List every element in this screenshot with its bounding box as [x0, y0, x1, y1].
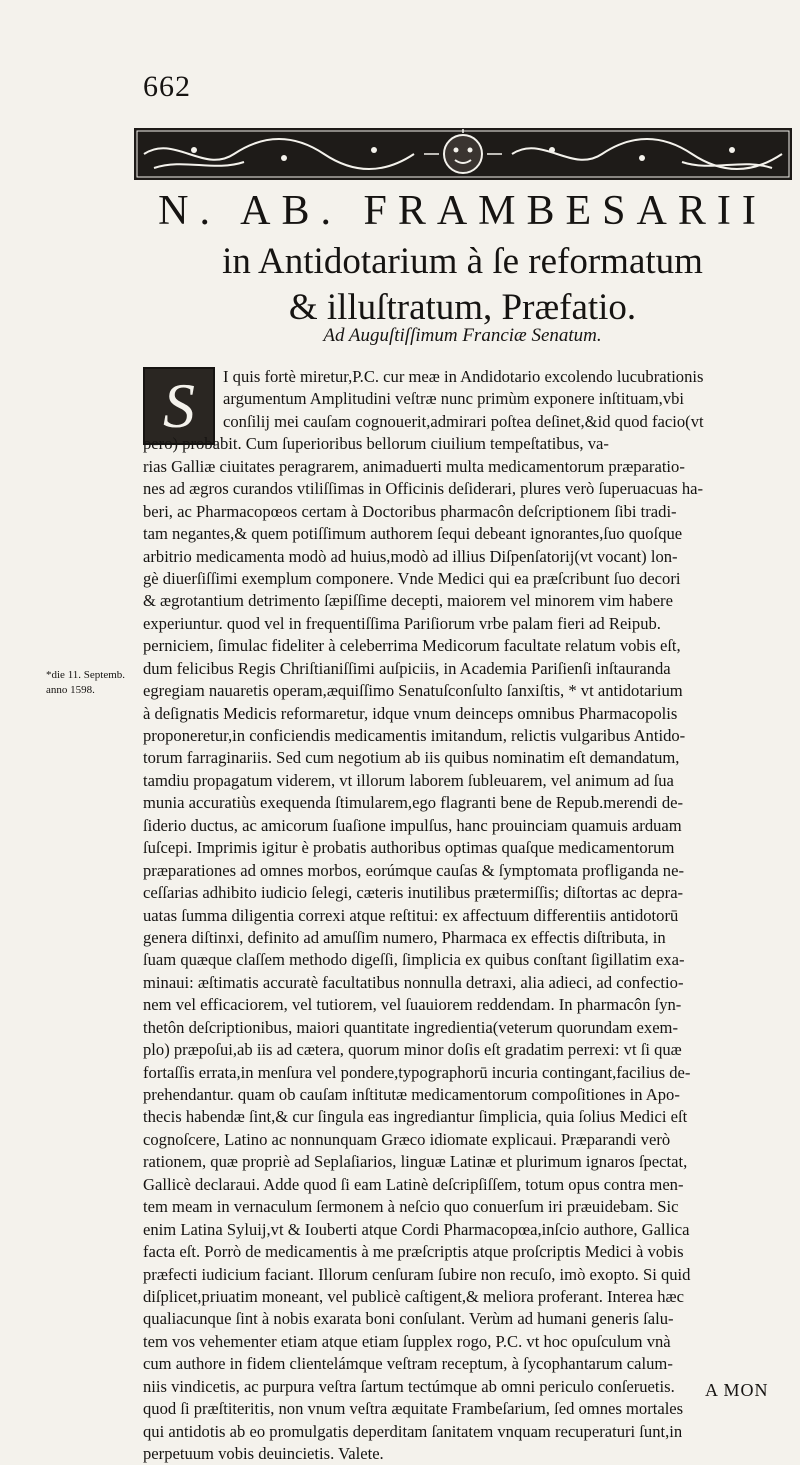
text-line: argumentum Amplitudini veſtræ nunc primùm exponere inſtituam,vbi: [223, 389, 685, 409]
text-line: cum authore in fidem clientelámque veſtram receptum, à ſycophantarum calum-: [143, 1354, 673, 1374]
text-line: tam negantes,& quem potiſſimum authorem ſequi debeant ignorantes,ſuo quoſque: [143, 524, 683, 544]
text-line: thecis habendæ ſint,& cur ſingula eas ingrediantur ſimplicia, quia ſolius Medici eſt: [143, 1107, 688, 1127]
text-line: præfecti iudicium faciant. Illorum cenſuram ſubire non recuſo, imò exopto. Si quid: [143, 1264, 691, 1284]
text-line: rationem, quæ propriè ad Seplaſiarios, linguæ Latinæ et plurimum ignaros ſpectat,: [143, 1152, 688, 1172]
text-line: tem vos vehementer etiam atque etiam ſupplex rogo, P.C. vt hoc opuſculum vnà: [143, 1331, 671, 1351]
text-line: ceſſarias adhibito iudicio ſelegi, cæteris inutilibus prætermiſſis; diſtortas ac depra-: [143, 883, 684, 903]
text-line: proponeretur,in conficiendis medicamentis imitandum, relictis vulgaribus Antido-: [143, 726, 686, 745]
text-line: niis vindicetis, ac purpura veſtra ſartum tectúmque ab omni periculo conſeruetis.: [143, 1376, 675, 1396]
text-line: enim Latina Syluij,vt & Iouberti atque Cordi Pharmacopœa,inſcio authore, Gallica: [143, 1219, 690, 1239]
catchword: A MON: [705, 1380, 769, 1400]
text-line: facta eſt. Porrò de medicamentis à me præſcriptis atque proſcriptis Medici à vobis: [143, 1242, 684, 1262]
text-line: Gallicè declaraui. Adde quod ſi eam Latinè deſcripſiſſem, totum opus contra men-: [143, 1174, 684, 1194]
page-number: 662: [143, 70, 191, 103]
text-line: prehendantur. quam ob cauſam inſtitutæ medicamentorum compoſitiones in Apo-: [143, 1085, 680, 1104]
text-line: rias Galliæ ciuitates peragrarem, animaduerti multa medicamentorum præparatio-: [143, 456, 685, 476]
text-line: fortaſſis errata,in menſura vel pondere,typographorū incuria contingant,facilius de-: [143, 1062, 691, 1082]
text-line: pero) probabit. Cum ſuperioribus bellorum ciuilium tempeſtatibus, va-: [143, 434, 609, 454]
text-line: minaui: æſtimatis accuratè facultatibus nonnulla detraxi, alia adieci, ad confectio-: [143, 972, 684, 992]
text-line: quod ſi præſtiteritis, non vnum veſtra æquitate Frambeſarium, ſed omnes mortales: [143, 1399, 684, 1419]
text-line: I quis fortè miretur,P.C. cur meæ in Andidotario excolendo lucubrationis: [223, 367, 704, 386]
text-line: nes ad ægros curandos vtiliſſimas in Officinis deſiderari, plures verò ſuperuacuas ha-: [143, 479, 704, 499]
text-line: & ægrotantium detrimento ſæpiſſime decepti, maiorem vel minorem vim habere: [143, 591, 673, 611]
text-line: genera diſtinxi, definito ad amuſſim numero, Pharmaca ex effectis diſtributa, in: [143, 927, 666, 947]
text-line: experiuntur. quod vel in frequentiſſima Pariſiorum vrbe palam fieri ad Reipub.: [143, 613, 661, 633]
margin-note-date: *die 11. Septemb.: [46, 669, 126, 681]
text-line: dum felicibus Regis Chriſtianiſſimi auſpiciis, in Academia Pariſienſi inſtauranda: [143, 658, 671, 678]
text-line: munia accuratiùs exequenda ſtimularem,ego flagranti bene de Repub.merendi de-: [143, 793, 684, 813]
text-line: qui antidotis ab eo promulgatis deperditam ſanitatem vnquam recuperaturi ſunt,in: [143, 1421, 683, 1441]
dedication: Ad Auguſtiſſimum Franciæ Senatum.: [323, 325, 602, 346]
text-line: ſuam quæque claſſem methodo digeſſi, ſimplicia ex quibus conſtant ſigillatim exa-: [143, 950, 685, 970]
text-line: perpetuum vobis deuincietis. Valete.: [143, 1444, 384, 1463]
text-line: thetôn deſcriptionibus, maiori quantitate ingredientia(veterum quorundam exem-: [143, 1017, 678, 1037]
text-line: ſuſcepi. Imprimis igitur è probatis authoribus optimas quaſque medicamentorum: [143, 838, 675, 858]
title-author: N. AB. FRAMBESARII: [158, 188, 767, 234]
text-line: conſilij mei cauſam cognouerit,admirari poſtea deſinet,&id quod facio(vt: [223, 411, 704, 431]
text-line: perniciem, ſimulac fideliter à celeberrima Medicorum facultate relatum vobis eſt,: [143, 636, 681, 656]
title-subject: in Antidotarium à ſe reformatum: [222, 241, 703, 282]
text-line: tem meam in vernaculum ſermonem à neſcio quo conuerſum iri præuidebam. Sic: [143, 1197, 679, 1217]
text-line: à deſignatis Medicis reformaretur, idque vnum deinceps omnibus Pharmacopolis: [143, 703, 678, 723]
headpiece-ornament-icon: [134, 128, 792, 180]
text-line: ſiderio ductus, ac amicorum ſuaſione impulſus, hanc prouinciam quamuis arduam: [143, 815, 682, 835]
text-line: arbitrio medicamenta modò ad huius,modò ad illius Diſpenſatorij(vt vocant) lon-: [143, 546, 678, 566]
text-line: uatas ſumma diligentia correxi atque reſtitui: ex affectuum differentiis antidotorū: [143, 905, 679, 925]
text-line: gè diuerſiſſimi exemplum componere. Vnde Medici qui ea præſcribunt ſuo decori: [143, 568, 681, 588]
preface-body: [143, 366, 791, 1465]
text-line: egregiam nauaretis operam,æquiſſimo Senatuſconſulto ſanxiſtis, * vt antidotarium: [143, 681, 683, 701]
text-line: nem vel efficaciorem, vel tutiorem, vel ſuauiorem reddendam. In pharmacôn ſyn-: [143, 995, 682, 1015]
text-line: præparationes ad omnes morbos, eorúmque cauſas & ſymptomata profliganda ne-: [143, 860, 684, 880]
margin-note-year: anno 1598.: [46, 684, 95, 696]
text-line: tamdiu propagatum viderem, vt illorum laborem ſubleuarem, vel animum ad ſua: [143, 770, 674, 790]
title-block: [130, 185, 795, 331]
text-line: plo) præpoſui,ab iis ad cætera, quorum minor doſis eſt gradatim perrexi: vt ſi quæ: [143, 1040, 682, 1060]
title-preface: & illuſtratum, Præfatio.: [288, 287, 637, 328]
text-line: beri, ac Pharmacopœos certam à Doctoribus pharmacôn deſcriptionem ſibi tradi-: [143, 501, 677, 521]
text-line: diſplicet,priuatim moneant, vel publicè caſtigent,& meliora proferant. Interea hæc: [143, 1286, 684, 1306]
text-line: qualiacunque ſint à nobis exarata boni conſulant. Verùm ad humani generis ſalu-: [143, 1309, 674, 1329]
text-line: cognoſcere, Latino ac nonnunquam Græco idiomate explicaui. Præparandi verò: [143, 1129, 671, 1149]
margin-note: [46, 668, 138, 698]
drop-cap-initial: S: [143, 367, 215, 445]
text-line: torum farraginariis. Sed cum negotium ab iis quibus nominatim eſt demandatum,: [143, 748, 680, 768]
